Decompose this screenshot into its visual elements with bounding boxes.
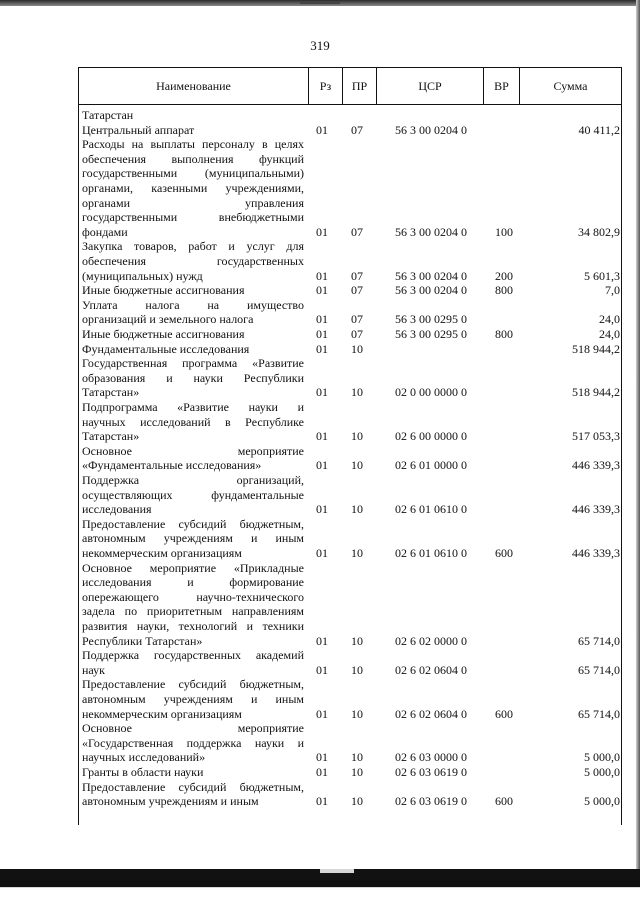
row-rz: 01 (316, 502, 328, 517)
row-pr: 10 (351, 765, 363, 779)
row-rz: 01 (316, 706, 328, 721)
row-rz: 01 (316, 385, 328, 400)
row-name-line: Республики Татарстан» (82, 633, 203, 648)
row-name-line: некоммерческим организациям (82, 706, 242, 721)
row-rz: 01 (316, 283, 328, 298)
row-name-line: автономным учреждениям и иным (82, 691, 304, 706)
row-pr: 10 (351, 502, 363, 517)
page-number: 319 (310, 38, 330, 53)
row-name (82, 283, 304, 298)
row-pr: 07 (351, 283, 363, 298)
row-name-line: научных исследований в Республике (82, 414, 304, 429)
table-header (78, 67, 622, 105)
row-sum: 446 339,3 (572, 458, 620, 473)
row-name-line: Закупка товаров, работ и услуг для (82, 239, 304, 254)
row-csr: 02 6 01 0000 0 (395, 458, 467, 473)
row-rz (308, 108, 336, 123)
row-vr: 600 (495, 546, 513, 560)
row-sum: 446 339,3 (572, 546, 620, 560)
table-row (78, 721, 622, 765)
row-rz: 01 (316, 458, 328, 473)
table-row (78, 780, 622, 809)
row-name-line: Основное мероприятие (82, 443, 304, 458)
row-name (82, 561, 304, 649)
row-csr: 56 3 00 0204 0 (395, 122, 467, 137)
table-row (78, 561, 622, 649)
column-header-vr: ВР (483, 68, 519, 104)
row-name-line: организаций и земельного налога (82, 312, 254, 327)
table-row (78, 239, 622, 283)
row-name-line: исследования и формирование (82, 575, 304, 590)
row-name-line: органами, казенными учреждениями, (82, 180, 304, 195)
table-row (78, 327, 622, 342)
row-name-line: органами управления (82, 195, 304, 210)
row-vr: 100 (495, 224, 513, 239)
row-name-line: научных исследований» (82, 750, 206, 765)
table-row (78, 298, 622, 327)
row-csr: 02 6 03 0000 0 (395, 750, 467, 765)
row-vr (484, 342, 524, 357)
row-vr (484, 502, 524, 517)
row-name-line: фондами (82, 224, 128, 239)
row-csr: 02 6 01 0610 0 (395, 546, 467, 560)
row-vr: 200 (495, 268, 513, 283)
row-name-line: Поддержка организаций, (82, 473, 304, 487)
row-rz: 01 (316, 341, 328, 356)
row-vr (484, 123, 524, 138)
row-vr (484, 429, 524, 444)
scan-right-edge (636, 0, 640, 905)
row-rz: 01 (316, 662, 328, 677)
row-sum: 446 339,3 (572, 502, 620, 517)
row-csr: 56 3 00 0204 0 (395, 268, 467, 283)
row-name (82, 298, 304, 327)
row-name-line: Гранты в области науки (82, 765, 204, 779)
row-csr: 56 3 00 0204 0 (395, 224, 467, 239)
row-rz: 01 (316, 633, 328, 648)
row-name (82, 342, 304, 357)
row-name-line: Основное мероприятие (82, 721, 304, 736)
row-name-line: Иные бюджетные ассигнования (82, 283, 245, 298)
column-header-csr: ЦСР (376, 68, 483, 104)
row-name (82, 108, 304, 123)
row-name (82, 765, 304, 780)
row-rz: 01 (316, 765, 328, 779)
row-pr: 07 (351, 224, 363, 239)
row-vr (484, 765, 524, 780)
column-header-pr: ПР (342, 68, 376, 104)
row-name-line: Уплата налога на имущество (82, 297, 304, 312)
row-pr: 10 (351, 662, 363, 677)
row-csr (378, 108, 484, 123)
table-row (78, 123, 622, 138)
row-name (82, 780, 304, 809)
table-row (78, 400, 622, 444)
row-pr: 10 (351, 633, 363, 648)
row-sum: 5 000,0 (584, 765, 620, 779)
row-rz: 01 (316, 794, 328, 809)
row-name-line: (муниципальных) нужд (82, 268, 203, 283)
table-row (78, 137, 622, 239)
row-name-line: Центральный аппарат (82, 122, 195, 137)
table-row (78, 473, 622, 517)
row-csr: 56 3 00 0204 0 (395, 283, 467, 298)
row-name-line: «Государственная поддержка науки и (82, 735, 304, 750)
row-sum: 7,0 (605, 283, 620, 298)
row-name-line: Татарстан» (82, 385, 140, 400)
row-sum: 517 053,3 (572, 429, 620, 444)
column-header-sum: Сумма (519, 68, 621, 104)
row-vr (484, 312, 524, 327)
row-name (82, 356, 304, 400)
row-vr (484, 385, 524, 400)
row-sum: 5 601,3 (584, 268, 620, 283)
row-rz: 01 (316, 268, 328, 283)
row-pr: 10 (351, 341, 363, 356)
row-name (82, 677, 304, 721)
table-row (78, 517, 622, 561)
row-name (82, 239, 304, 283)
row-csr (378, 342, 484, 357)
table-row (78, 108, 622, 123)
row-name-line: Татарстан (82, 108, 134, 122)
row-csr: 02 6 02 0604 0 (395, 662, 467, 677)
row-rz: 01 (316, 224, 328, 239)
table-row (78, 677, 622, 721)
row-name-line: автономным учреждениям и иным (82, 794, 259, 809)
row-pr: 10 (351, 429, 363, 444)
row-name-line: развития науки, технологий и техники (82, 618, 304, 633)
row-name-line: Предоставление субсидий бюджетным, (82, 516, 304, 531)
table-row (78, 444, 622, 473)
row-pr: 10 (351, 750, 363, 765)
scan-bottom-edge (0, 869, 640, 905)
row-sum (526, 108, 620, 123)
row-sum: 65 714,0 (578, 633, 620, 648)
row-name (82, 473, 304, 517)
row-name (82, 648, 304, 677)
row-name-line: исследования (82, 502, 152, 517)
row-vr (484, 108, 524, 123)
row-csr: 02 0 00 0000 0 (395, 385, 467, 400)
row-vr (484, 663, 524, 678)
row-name-line: Татарстан» (82, 429, 140, 444)
row-sum: 518 944,2 (572, 341, 620, 356)
row-sum: 5 000,0 (584, 750, 620, 765)
row-name (82, 444, 304, 473)
row-name-line: государственными внебюджетными (82, 210, 304, 225)
scan-artifact (320, 869, 354, 873)
table-row (78, 283, 622, 298)
row-csr: 02 6 03 0619 0 (395, 765, 467, 779)
row-pr: 07 (351, 268, 363, 283)
row-vr (484, 750, 524, 765)
row-name-line: опережающего научно-технического (82, 589, 304, 604)
column-header-name: Наименование (156, 79, 231, 93)
row-sum: 5 000,0 (584, 794, 620, 809)
row-name-line: Предоставление субсидий бюджетным, (82, 779, 304, 794)
row-name-line: осуществляющих фундаментальные (82, 487, 304, 502)
row-name-line: обеспечения выполнения функций (82, 151, 304, 166)
table-row (78, 648, 622, 677)
row-name-line: «Фундаментальные исследования» (82, 458, 262, 473)
row-name-line: Основное мероприятие «Прикладные (82, 560, 304, 575)
row-name-line: наук (82, 662, 105, 677)
row-csr: 56 3 00 0295 0 (395, 312, 467, 327)
row-pr: 10 (351, 794, 363, 809)
row-name-line: Государственная программа «Развитие (82, 356, 304, 371)
row-vr: 800 (495, 283, 513, 298)
row-sum: 24,0 (599, 327, 620, 341)
row-name-line: Предоставление субсидий бюджетным, (82, 677, 304, 692)
row-pr: 07 (351, 312, 363, 327)
scan-artifact (300, 2, 340, 4)
row-csr: 02 6 01 0610 0 (395, 502, 467, 517)
row-name-line: обеспечения государственных (82, 253, 304, 268)
row-name-line: образования и науки Республики (82, 370, 304, 385)
row-sum: 40 411,2 (578, 122, 620, 137)
row-sum: 24,0 (599, 312, 620, 327)
row-pr: 10 (351, 706, 363, 721)
row-name-line: государственными (муниципальными) (82, 166, 304, 181)
row-pr (340, 108, 374, 123)
row-name-line: некоммерческим организациям (82, 545, 242, 560)
row-pr: 07 (351, 327, 363, 341)
row-name (82, 400, 304, 444)
row-name-line: Расходы на выплаты персоналу в целях (82, 137, 304, 152)
row-pr: 10 (351, 458, 363, 473)
row-vr: 800 (495, 327, 513, 341)
row-rz: 01 (316, 750, 328, 765)
row-name-line: Фундаментальные исследования (82, 341, 250, 356)
row-name (82, 123, 304, 138)
row-csr: 56 3 00 0295 0 (395, 327, 467, 341)
row-rz: 01 (316, 429, 328, 444)
row-csr: 02 6 00 0000 0 (395, 429, 467, 444)
table-row (78, 765, 622, 780)
row-rz: 01 (316, 312, 328, 327)
row-sum: 65 714,0 (578, 706, 620, 721)
row-vr (484, 458, 524, 473)
row-name (82, 327, 304, 342)
column-header-rz: Рз (308, 68, 342, 104)
row-sum: 518 944,2 (572, 385, 620, 400)
row-name-line: Подпрограмма «Развитие науки и (82, 400, 304, 414)
row-name-line: Поддержка государственных академий (82, 648, 304, 663)
row-rz: 01 (316, 327, 328, 341)
row-pr: 10 (351, 546, 363, 560)
row-sum: 34 802,9 (578, 224, 620, 239)
row-csr: 02 6 02 0000 0 (395, 633, 467, 648)
row-vr: 600 (495, 706, 513, 721)
row-vr (484, 634, 524, 649)
table-row (78, 342, 622, 357)
row-name (82, 137, 304, 239)
row-sum: 65 714,0 (578, 662, 620, 677)
row-name-line: задела по приоритетным направлениям (82, 604, 304, 619)
row-rz: 01 (316, 122, 328, 137)
row-name-line: автономным учреждениям и иным (82, 531, 304, 546)
table-row (78, 356, 622, 400)
row-csr: 02 6 02 0604 0 (395, 706, 467, 721)
row-pr: 07 (351, 122, 363, 137)
row-name-line: Иные бюджетные ассигнования (82, 327, 245, 341)
row-vr: 600 (495, 794, 513, 809)
row-name (82, 721, 304, 765)
row-name (82, 517, 304, 561)
row-rz: 01 (316, 546, 328, 560)
row-pr: 10 (351, 385, 363, 400)
row-csr: 02 6 03 0619 0 (395, 794, 467, 809)
